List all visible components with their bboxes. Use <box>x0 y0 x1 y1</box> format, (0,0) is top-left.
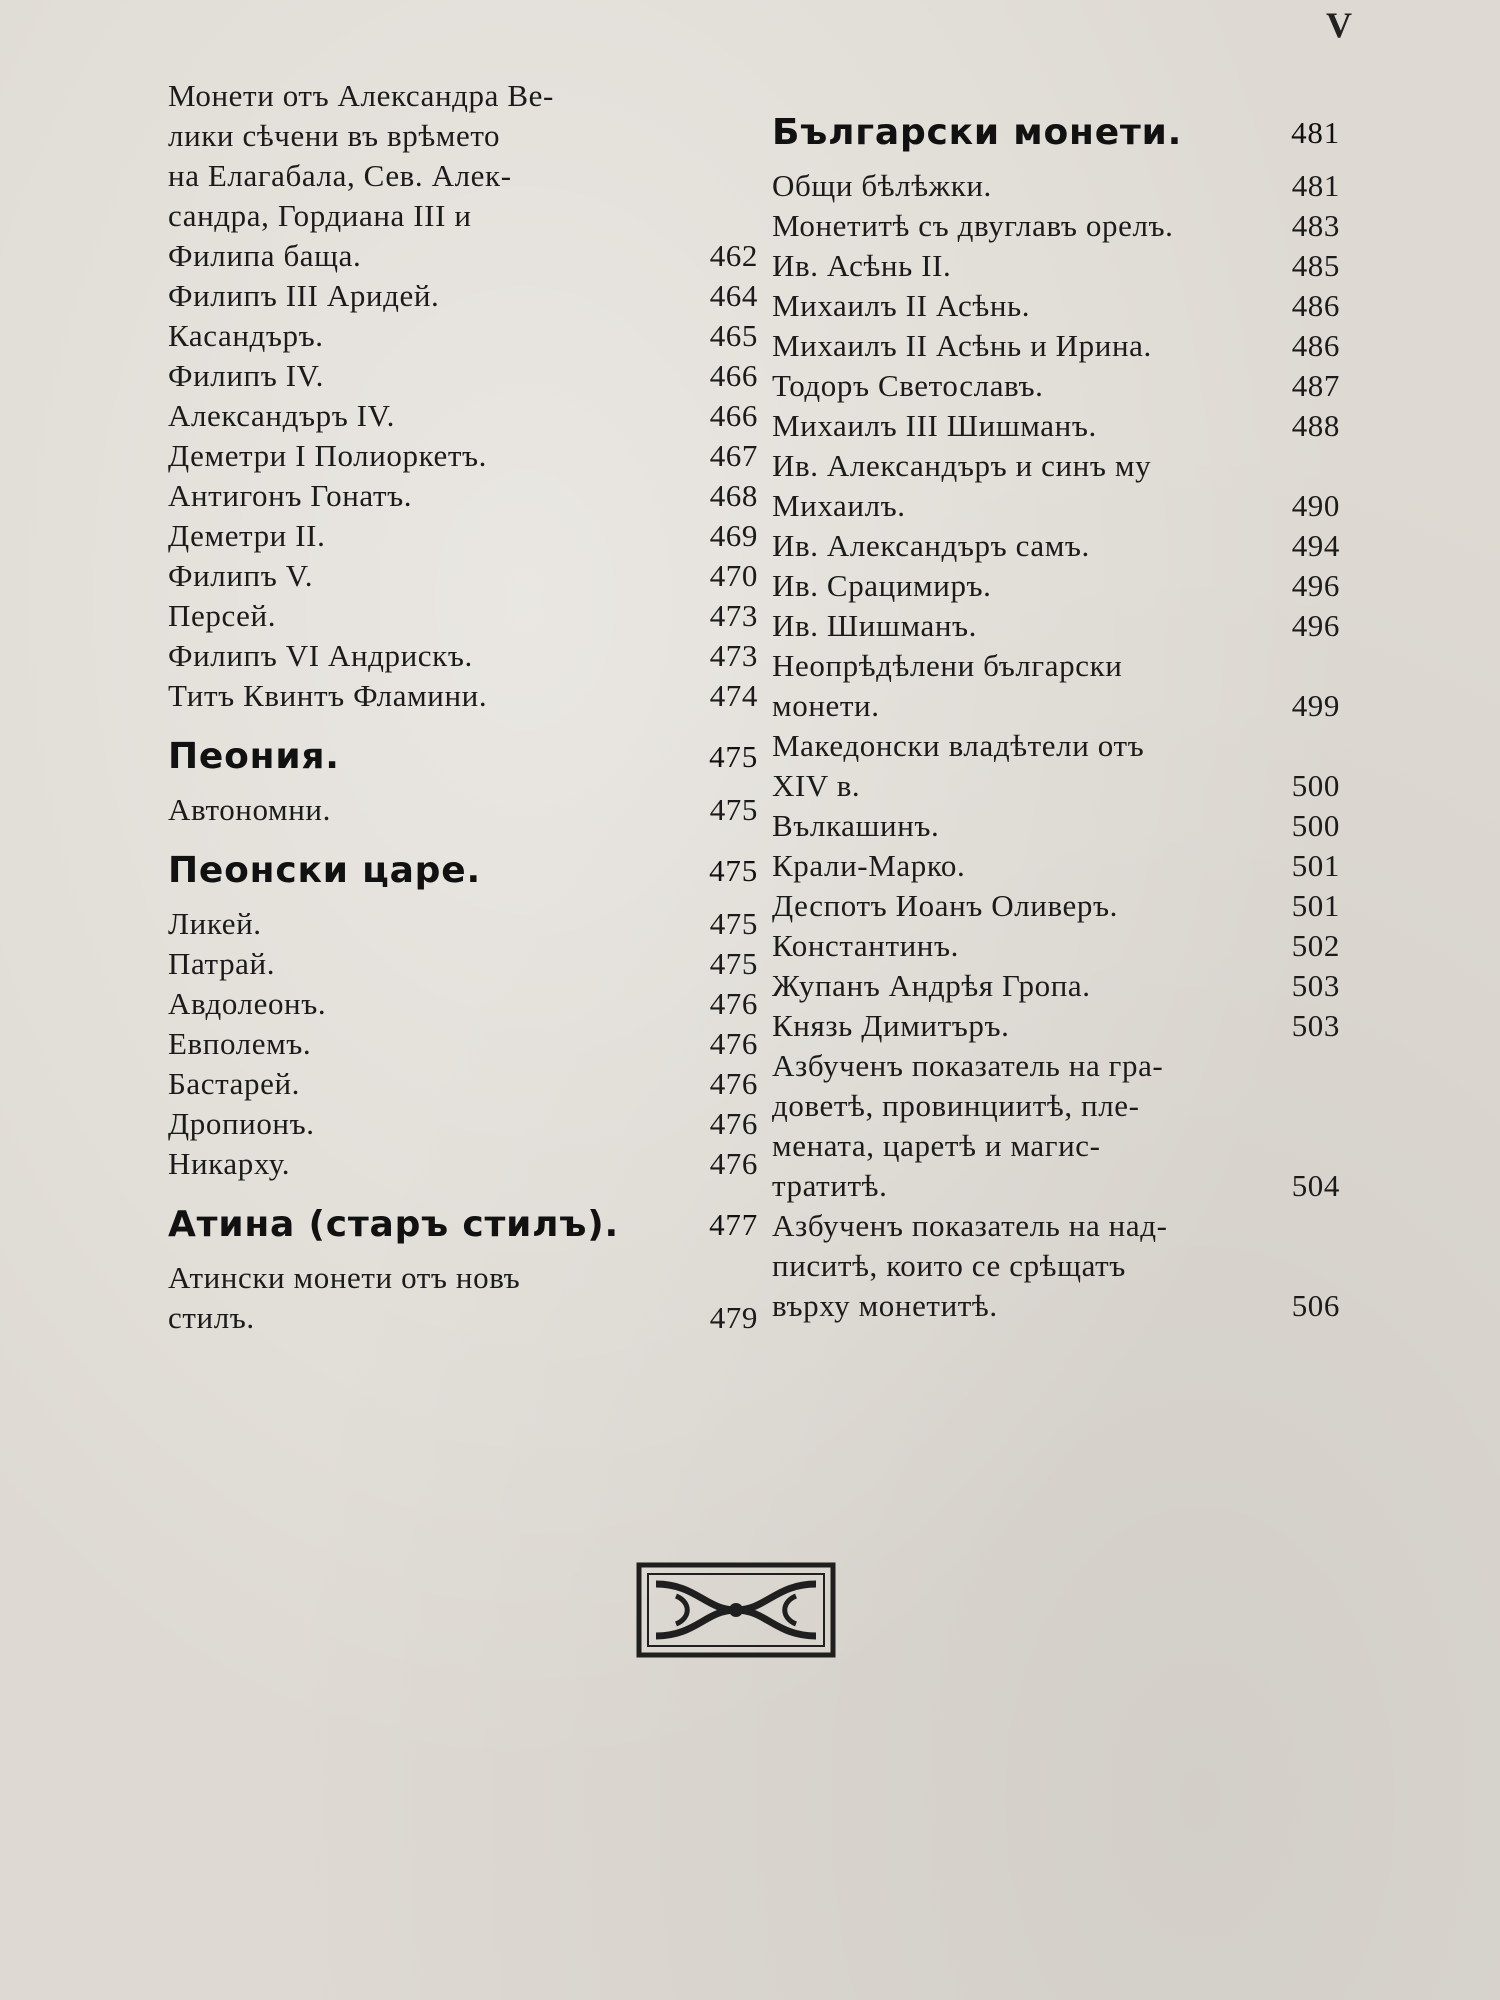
page-reference: 496 <box>1291 568 1340 603</box>
toc-section-heading <box>168 848 758 894</box>
entry-title: Азбученъ показатель на над- писитѣ, които се срѣщатъ върху монетитѣ. <box>772 1208 1168 1323</box>
entry-title: Жупанъ Андрѣя Гропа. <box>772 968 1091 1003</box>
entry-title: Никарху. <box>168 1146 291 1181</box>
entry-title: Патрай. <box>168 946 276 981</box>
page-reference: 502 <box>1291 928 1340 963</box>
page-reference: 503 <box>1291 968 1340 1003</box>
page-reference: 481 <box>1291 168 1340 203</box>
entry-title: Ив. Александъръ и синъ му Михаилъ. <box>772 448 1152 523</box>
page-reference: 476 <box>709 986 758 1021</box>
toc-entry <box>168 676 758 716</box>
entry-title: Касандъръ. <box>168 318 324 353</box>
page-reference: 501 <box>1291 888 1340 923</box>
page-reference: 476 <box>709 1146 758 1181</box>
toc-entry <box>168 1258 758 1338</box>
page-reference: 469 <box>709 518 758 553</box>
entry-title: Антигонъ Гонатъ. <box>168 478 413 513</box>
toc-entry <box>168 396 758 436</box>
page-reference: 488 <box>1291 408 1340 443</box>
page-reference: 474 <box>709 678 758 713</box>
toc-entry <box>168 436 758 476</box>
heading-title: Атина (старъ стилъ). <box>168 1204 619 1245</box>
entry-title: Михаилъ III Шишманъ. <box>772 408 1097 443</box>
toc-entry <box>168 1104 758 1144</box>
page-reference: 467 <box>709 438 758 473</box>
page-reference: 475 <box>709 792 758 827</box>
entry-title: Автономни. <box>168 792 331 827</box>
entry-title: Вълкашинъ. <box>772 808 940 843</box>
toc-entry <box>168 1144 758 1184</box>
entry-title: Дропионъ. <box>168 1106 315 1141</box>
page-reference: 487 <box>1291 368 1340 403</box>
toc-entry <box>772 966 1340 1006</box>
toc-entry <box>772 206 1340 246</box>
entry-title: Монети отъ Александра Ве- лики сѣчени въ врѣмето на Елагабала, Сев. Алек- сандра, Гордиана III и Филипа баща. <box>168 78 554 273</box>
entry-title: Филипъ V. <box>168 558 314 593</box>
toc-right-column <box>772 92 1340 1326</box>
entry-title: Бастарей. <box>168 1066 301 1101</box>
toc-entry <box>168 276 758 316</box>
toc-entry <box>772 566 1340 606</box>
toc-entry <box>168 944 758 984</box>
toc-entry <box>772 886 1340 926</box>
toc-entry <box>168 1024 758 1064</box>
toc-entry <box>772 1206 1340 1326</box>
toc-entry <box>772 246 1340 286</box>
entry-title: Филипъ III Аридей. <box>168 278 440 313</box>
page-reference: 500 <box>1291 768 1340 803</box>
page-reference: 504 <box>1291 1168 1340 1203</box>
page-reference: 501 <box>1291 848 1340 883</box>
page-number: V <box>1326 5 1352 45</box>
page-reference: 473 <box>709 598 758 633</box>
toc-entry <box>168 516 758 556</box>
toc-entry <box>168 316 758 356</box>
toc-entry <box>168 596 758 636</box>
heading-title: Пеонски царе. <box>168 850 481 891</box>
page-reference: 476 <box>709 1106 758 1141</box>
page-reference: 506 <box>1291 1288 1340 1323</box>
page-reference: 499 <box>1291 688 1340 723</box>
page-reference: 475 <box>709 853 758 888</box>
toc-entry <box>772 286 1340 326</box>
toc-entry <box>168 556 758 596</box>
entry-title: Общи бѣлѣжки. <box>772 168 992 203</box>
entry-title: Деспотъ Иоанъ Оливеръ. <box>772 888 1118 923</box>
toc-entry <box>772 726 1340 806</box>
page-reference: 486 <box>1291 328 1340 363</box>
entry-title: Михаилъ II Асѣнь. <box>772 288 1031 323</box>
entry-title: Ликей. <box>168 906 262 941</box>
page-reference: 500 <box>1291 808 1340 843</box>
page-reference: 466 <box>709 358 758 393</box>
toc-entry <box>168 356 758 396</box>
entry-title: Крали-Марко. <box>772 848 966 883</box>
entry-title: Персей. <box>168 598 277 633</box>
toc-entry <box>168 636 758 676</box>
toc-entry <box>772 166 1340 206</box>
entry-title: Неопрѣдѣлени български монети. <box>772 648 1123 723</box>
page-reference: 476 <box>709 1026 758 1061</box>
toc-entry <box>168 1064 758 1104</box>
page-reference: 476 <box>709 1066 758 1101</box>
page-reference: 479 <box>709 1300 758 1335</box>
page-reference: 503 <box>1291 1008 1340 1043</box>
page-reference: 485 <box>1291 248 1340 283</box>
entry-title: Монетитѣ съ двуглавъ орелъ. <box>772 208 1174 243</box>
entry-title: Деметри II. <box>168 518 326 553</box>
toc-entry <box>772 926 1340 966</box>
toc-section-heading <box>168 1202 758 1248</box>
toc-entry <box>168 76 758 276</box>
entry-title: Евполемъ. <box>168 1026 312 1061</box>
page-reference: 475 <box>709 906 758 941</box>
heading-title: Пеония. <box>168 736 340 777</box>
toc-entry <box>168 984 758 1024</box>
page-reference: 494 <box>1291 528 1340 563</box>
toc-entry <box>772 1046 1340 1206</box>
entry-title: Ив. Александъръ самъ. <box>772 528 1090 563</box>
toc-entry <box>772 646 1340 726</box>
entry-title: Филипъ IV. <box>168 358 324 393</box>
entry-title: Деметри I Полиоркетъ. <box>168 438 488 473</box>
page-reference: 466 <box>709 398 758 433</box>
toc-entry <box>772 526 1340 566</box>
page-reference: 496 <box>1291 608 1340 643</box>
page-reference: 486 <box>1291 288 1340 323</box>
page-reference: 475 <box>709 739 758 774</box>
toc-entry <box>772 606 1340 646</box>
entry-title: Князь Димитъръ. <box>772 1008 1010 1043</box>
page-reference: 465 <box>709 318 758 353</box>
entry-title: Ив. Шишманъ. <box>772 608 977 643</box>
toc-entry <box>772 406 1340 446</box>
toc-entry <box>772 1006 1340 1046</box>
toc-entry <box>168 790 758 830</box>
page-reference: 477 <box>709 1207 758 1242</box>
entry-title: Тодоръ Светославъ. <box>772 368 1044 403</box>
page-reference: 462 <box>709 238 758 273</box>
toc-entry <box>168 904 758 944</box>
page-reference: 470 <box>709 558 758 593</box>
entry-title: Александъръ IV. <box>168 398 395 433</box>
toc-entry <box>168 476 758 516</box>
page-reference: 490 <box>1291 488 1340 523</box>
decorative-ornament-icon <box>636 1562 836 1658</box>
page-reference: 475 <box>709 946 758 981</box>
toc-section-heading <box>168 734 758 780</box>
entry-title: Македонски владѣтели отъ XIV в. <box>772 728 1145 803</box>
toc-entry <box>772 446 1340 526</box>
toc-entry <box>772 806 1340 846</box>
entry-title: Ив. Асѣнь II. <box>772 248 952 283</box>
toc-left-column <box>168 76 758 1338</box>
page-reference: 481 <box>1291 115 1340 150</box>
entry-title: Ив. Срацимиръ. <box>772 568 992 603</box>
entry-title: Атински монети отъ новъ стилъ. <box>168 1260 521 1335</box>
entry-title: Константинъ. <box>772 928 959 963</box>
toc-section-heading <box>772 110 1340 156</box>
toc-entry <box>772 326 1340 366</box>
heading-title: Български монети. <box>772 112 1183 153</box>
page-reference: 483 <box>1291 208 1340 243</box>
entry-title: Михаилъ II Асѣнь и Ирина. <box>772 328 1152 363</box>
page-reference: 464 <box>709 278 758 313</box>
page-reference: 468 <box>709 478 758 513</box>
entry-title: Титъ Квинтъ Фламини. <box>168 678 488 713</box>
toc-entry <box>772 366 1340 406</box>
entry-title: Авдолеонъ. <box>168 986 327 1021</box>
toc-entry <box>772 846 1340 886</box>
entry-title: Азбученъ показатель на гра- доветѣ, провинциитѣ, пле- мената, царетѣ и магис- тратитѣ. <box>772 1048 1164 1203</box>
page-reference: 473 <box>709 638 758 673</box>
entry-title: Филипъ VI Андрискъ. <box>168 638 473 673</box>
